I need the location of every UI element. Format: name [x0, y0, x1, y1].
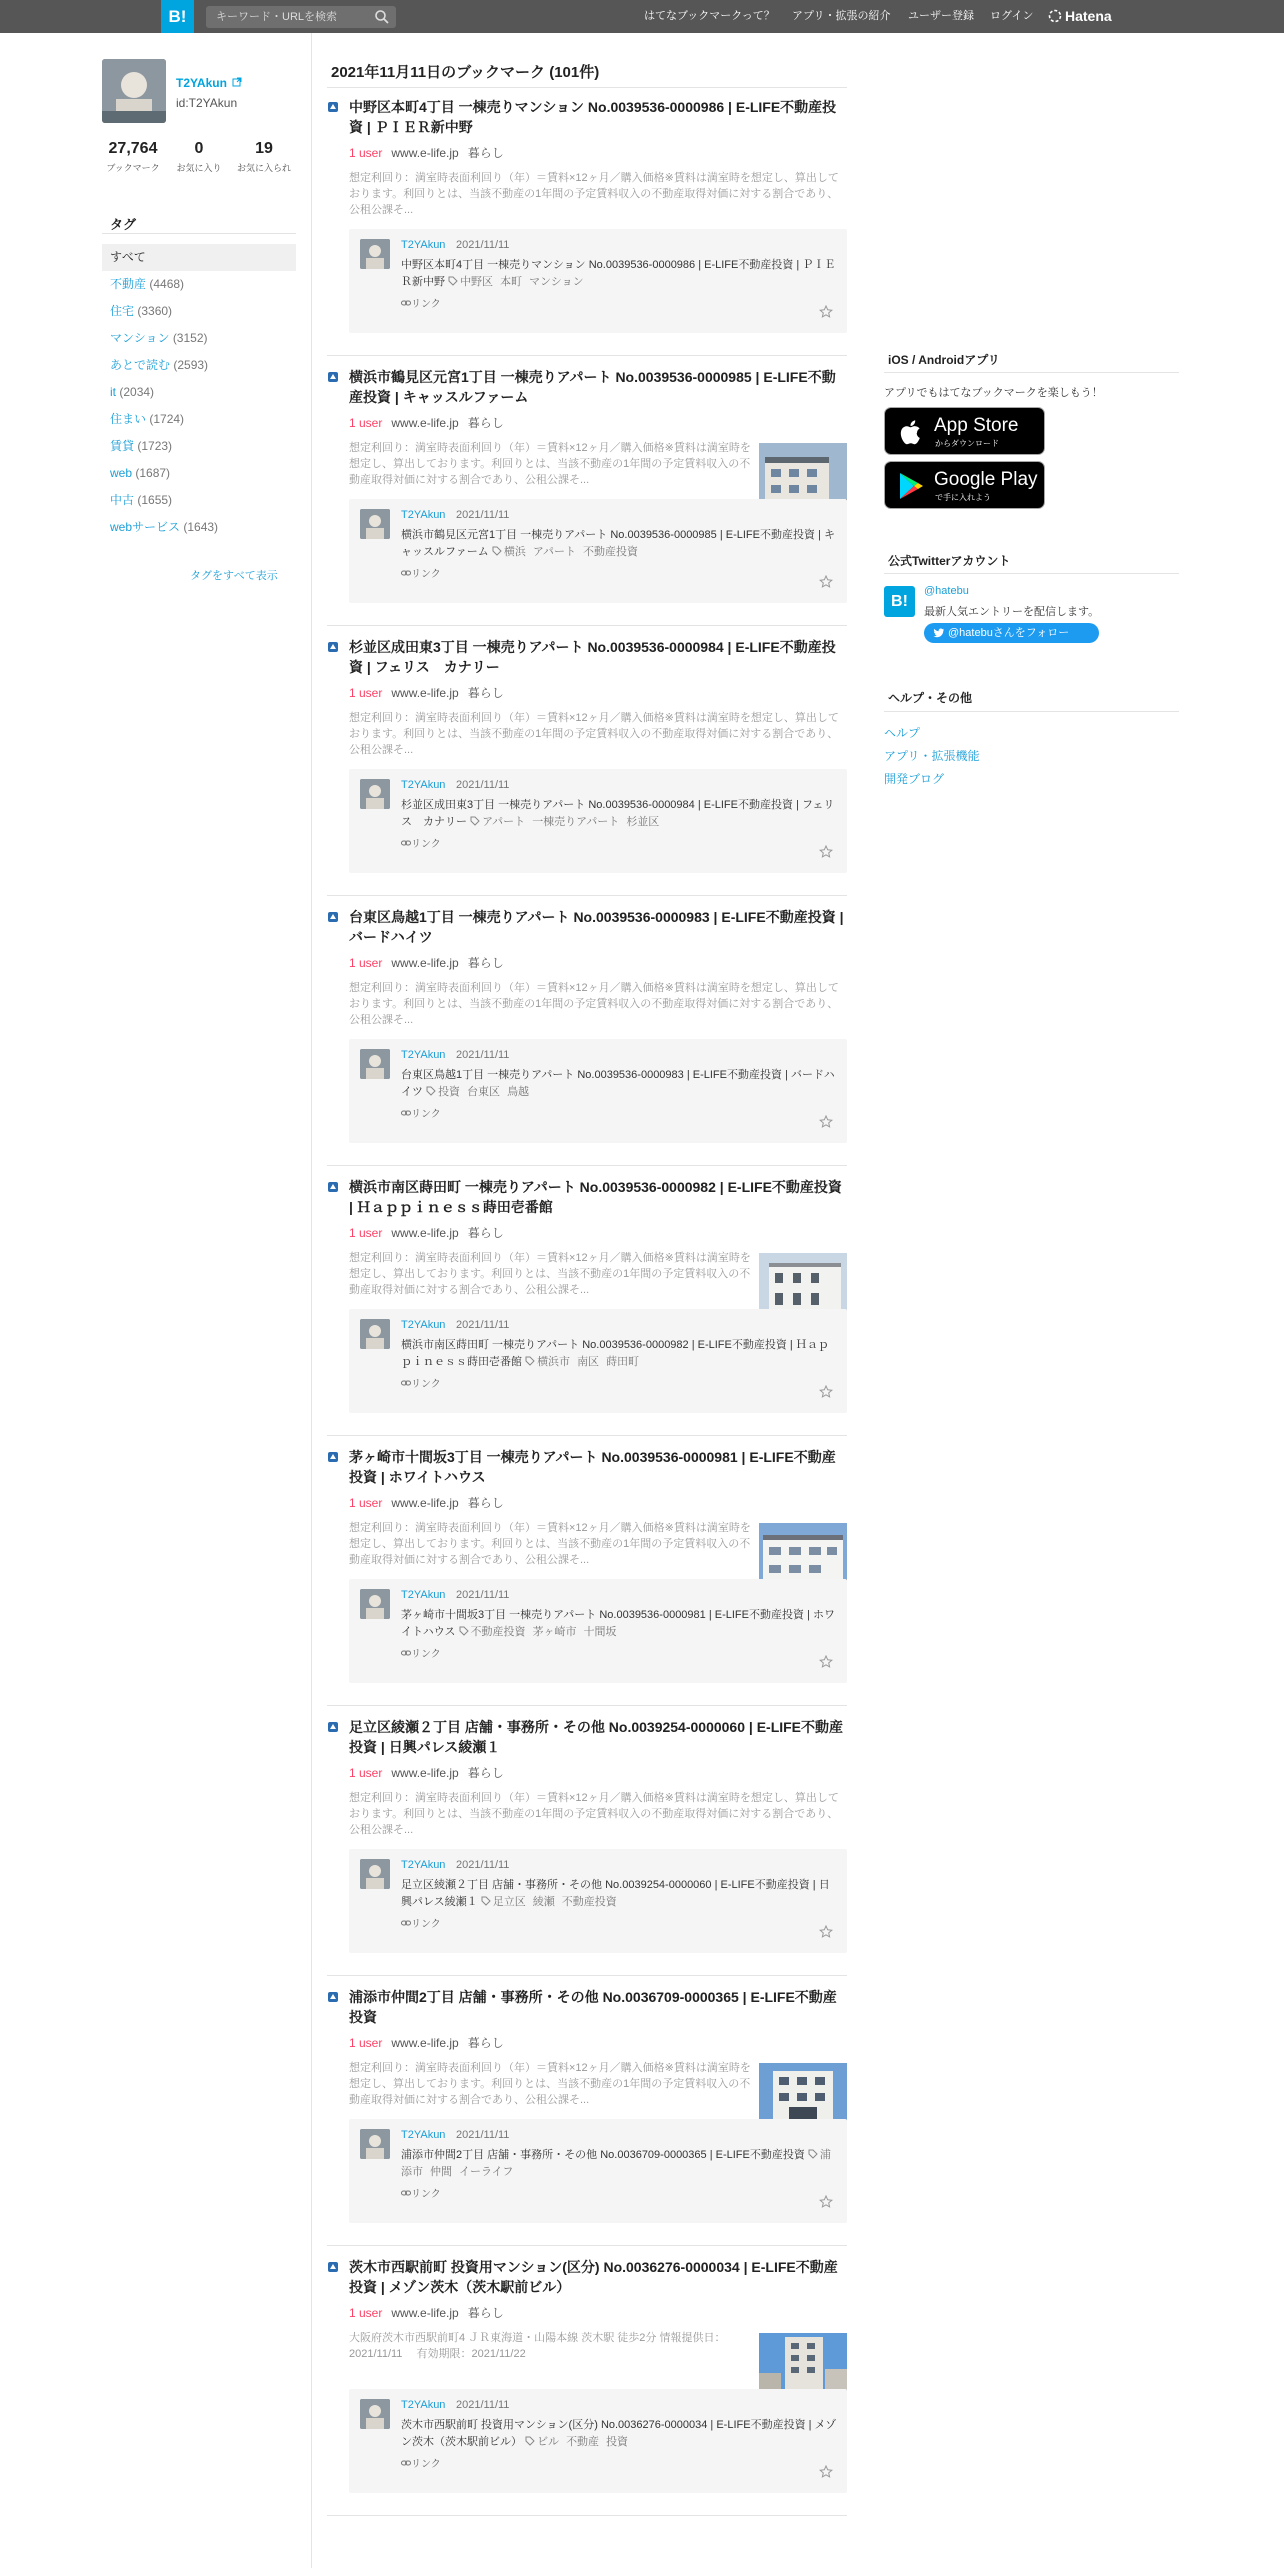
- tag-count: (1723): [137, 439, 173, 453]
- external-link-icon: [232, 77, 242, 87]
- entry: [327, 898, 847, 1166]
- bookmark-link[interactable]: [401, 1105, 441, 1120]
- entry: [327, 88, 847, 356]
- search-icon[interactable]: [374, 9, 390, 25]
- avatar[interactable]: [360, 239, 390, 269]
- entry: [327, 1168, 847, 1436]
- entry-category[interactable]: 暮らし: [467, 1226, 504, 1240]
- stat-label: ブックマーク: [106, 163, 160, 173]
- entry-title[interactable]: 台東区鳥越1丁目 一棟売りアパート No.0039536-0000983 | E-LIFE不動産投資 | バードハイツ: [349, 909, 844, 945]
- link-icon: [401, 1919, 411, 1927]
- tag-item[interactable]: [102, 271, 296, 298]
- tag-item-all[interactable]: [102, 244, 296, 271]
- entry-domain[interactable]: www.e-life.jp: [391, 956, 459, 970]
- bookmark-comment: [401, 1607, 839, 1641]
- entry-category[interactable]: 暮らし: [467, 686, 504, 700]
- bookmark-tags: [492, 546, 645, 558]
- bookmark-card: [349, 2119, 847, 2223]
- add-star-icon[interactable]: [819, 575, 833, 589]
- tag-count: (1655): [137, 493, 173, 507]
- bookmark-tag[interactable]: マンション: [529, 276, 584, 288]
- tag-count: (3360): [137, 304, 173, 318]
- app-section-title: iOS / Androidアプリ: [888, 353, 1000, 367]
- entry-title[interactable]: 茅ヶ崎市十間坂3丁目 一棟売りアパート No.0039536-0000981 | E-LIFE不動産投資 | ホワイトハウス: [349, 1449, 836, 1485]
- bookmark-tag[interactable]: ビル: [537, 2436, 560, 2448]
- bookmark-tag[interactable]: 投資: [438, 1086, 461, 1098]
- app-store-button[interactable]: [884, 407, 1045, 455]
- comment-text: 茅ヶ崎市十間坂3丁目 一棟売りアパート No.0039536-0000981 | E-LIFE不動産投資 | ホワイトハウス: [401, 1609, 835, 1638]
- comment-text: 杉並区成田東3丁目 一棟売りアパート No.0039536-0000984 | E-LIFE不動産投資 | フェリス カナリー: [401, 799, 835, 828]
- avatar-image: [102, 59, 166, 123]
- bookmark-card: [349, 1039, 847, 1143]
- favicon-icon: [327, 2261, 339, 2273]
- bookmark-tags: [525, 2436, 635, 2448]
- stat-label: お気に入り: [176, 163, 222, 173]
- link-icon: [401, 2189, 411, 2197]
- tag-item[interactable]: [102, 460, 296, 487]
- stat-number: 19: [255, 140, 273, 157]
- bookmark-comment: [401, 527, 839, 561]
- google-play-label: Google Play: [934, 469, 1038, 490]
- entry-meta: [349, 2034, 504, 2051]
- entry-title[interactable]: 浦添市仲間2丁目 店舗・事務所・その他 No.0036709-0000365 | E-LIFE不動産投資: [349, 1989, 837, 2025]
- bookmark-tag[interactable]: 足立区: [492, 1896, 526, 1908]
- add-star-icon[interactable]: [819, 1115, 833, 1129]
- dev-blog-link[interactable]: 開発ブログ: [884, 772, 945, 786]
- entry-category[interactable]: 暮らし: [467, 416, 504, 430]
- bookmark-link[interactable]: [401, 565, 441, 580]
- tag-item[interactable]: [102, 487, 296, 514]
- bookmark-card: [349, 769, 847, 873]
- tag-item[interactable]: [102, 325, 296, 352]
- entry-title[interactable]: 中野区本町4丁目 一棟売りマンション No.0039536-0000986 | E-LIFE不動産投資 | ＰＩＥＲ新中野: [349, 99, 837, 135]
- bookmark-tag[interactable]: アパート: [482, 816, 526, 828]
- entry: [327, 358, 847, 626]
- link-text: リンク: [411, 1109, 441, 1120]
- entry-description: 大阪府茨木市西駅前町4 ＪＲ東海道・山陽本線 茨木駅 徒歩2分 情報提供日：2021/11/11 有効期限：2021/11/22: [349, 2332, 726, 2360]
- entry-users[interactable]: 1 user: [349, 1496, 383, 1510]
- bookmark-tags: [426, 1086, 536, 1098]
- favicon-icon: [327, 1991, 339, 2003]
- entry-category[interactable]: 暮らし: [467, 146, 504, 160]
- avatar[interactable]: [360, 1859, 390, 1889]
- entry-description: 想定利回り：満室時表面利回り（年）＝賃料×12ヶ月／購入価格※賃料は満室時を想定し、算出しております。利回りとは、当該不動産の1年間の予定賃料収入の不動産取得対価に対する割合であり、公租公課そ...: [349, 1252, 751, 1296]
- tag-name: あとで読む: [110, 358, 171, 372]
- entry-users[interactable]: 1 user: [349, 2036, 383, 2050]
- favicon-icon: [327, 1721, 339, 1733]
- app-store-label: App Store: [934, 415, 1019, 436]
- bookmark-tag[interactable]: 南区: [577, 1356, 600, 1368]
- bookmark-tag[interactable]: 不動産投資: [582, 546, 638, 558]
- entry-description: 想定利回り：満室時表面利回り（年）＝賃料×12ヶ月／購入価格※賃料は満室時を想定し、算出しております。利回りとは、当該不動産の1年間の予定賃料収入の不動産取得対価に対する割合であり、公租公課そ...: [349, 172, 839, 216]
- link-text: リンク: [411, 839, 441, 850]
- link-text: リンク: [411, 2189, 441, 2200]
- bookmark-tag[interactable]: 杉並区: [626, 816, 660, 828]
- stat-followers[interactable]: [229, 140, 299, 174]
- bookmark-date[interactable]: 2021/11/11: [456, 1859, 510, 1871]
- bookmark-tag[interactable]: 本町: [500, 276, 523, 288]
- bookmark-date[interactable]: 2021/11/11: [456, 509, 510, 521]
- comment-text: 横浜市鶴見区元宮1丁目 一棟売りアパート No.0039536-0000985 | E-LIFE不動産投資 | キャッスルファーム: [401, 529, 835, 558]
- twitter-follow-button[interactable]: [924, 623, 1099, 643]
- tag-icon: [481, 1896, 491, 1906]
- tag-icon: [525, 1356, 535, 1366]
- bookmark-card: [349, 1849, 847, 1953]
- top-bar: [0, 0, 1284, 33]
- tag-list: [102, 244, 296, 541]
- entry-title[interactable]: 茨木市西駅前町 投資用マンション(区分) No.0036276-0000034 | E-LIFE不動産投資 | メゾン茨木（茨木駅前ビル）: [349, 2259, 838, 2295]
- tag-count: (4468): [149, 277, 185, 291]
- bookmark-tag[interactable]: 不動産投資: [561, 1896, 617, 1908]
- tag-item[interactable]: [102, 433, 296, 460]
- bookmark-tag[interactable]: イーライフ: [459, 2166, 514, 2178]
- stat-number: 27,764: [108, 140, 158, 157]
- bookmark-tag[interactable]: 台東区: [467, 1086, 501, 1098]
- avatar[interactable]: [360, 509, 390, 539]
- link-icon: [401, 1379, 411, 1387]
- entry-users[interactable]: 1 user: [349, 686, 383, 700]
- bookmark-link[interactable]: [401, 1645, 441, 1660]
- entry-users[interactable]: 1 user: [349, 1766, 383, 1780]
- tag-item[interactable]: [102, 514, 296, 541]
- entry-thumbnail[interactable]: [759, 1523, 847, 1585]
- tag-count: (1687): [135, 466, 171, 480]
- bookmark-tags: [470, 816, 666, 828]
- link-icon: [401, 569, 411, 577]
- bookmark-tag[interactable]: 綾瀬: [532, 1896, 555, 1908]
- tag-count: (1724): [149, 412, 185, 426]
- link-icon: [401, 839, 411, 847]
- favicon-icon: [327, 911, 339, 923]
- bookmark-date[interactable]: 2021/11/11: [456, 2399, 510, 2411]
- apps-extensions-link[interactable]: アプリ・拡張機能: [884, 749, 980, 763]
- tag-count: (2593): [173, 358, 209, 372]
- nav-about[interactable]: はてなブックマークって？: [644, 10, 775, 22]
- bookmark-tag[interactable]: 蒔田町: [606, 1356, 640, 1368]
- twitter-bird-icon: [933, 627, 945, 639]
- bookmark-tag[interactable]: 浦添市: [401, 2149, 831, 2178]
- bookmark-link[interactable]: [401, 1375, 441, 1390]
- avatar[interactable]: [360, 779, 390, 809]
- avatar[interactable]: [360, 2129, 390, 2159]
- entry-title[interactable]: 横浜市南区蒔田町 一棟売りアパート No.0039536-0000982 | E-LIFE不動産投資 | Ｈａｐｐｉｎｅｓｓ蒔田壱番館: [349, 1179, 842, 1215]
- bookmark-user[interactable]: T2YAkun: [401, 239, 446, 251]
- entry-meta: [349, 414, 504, 431]
- tag-name: 中古: [110, 493, 135, 507]
- entry-meta: [349, 2304, 504, 2321]
- nav-login[interactable]: ログイン: [990, 10, 1034, 22]
- add-star-icon[interactable]: [819, 2465, 833, 2479]
- entry-description: 想定利回り：満室時表面利回り（年）＝賃料×12ヶ月／購入価格※賃料は満室時を想定し、算出しております。利回りとは、当該不動産の1年間の予定賃料収入の不動産取得対価に対する割合であり、公租公課そ...: [349, 712, 839, 756]
- bookmark-comment: [401, 1337, 839, 1371]
- entry-domain[interactable]: www.e-life.jp: [391, 1766, 459, 1780]
- avatar[interactable]: [360, 1319, 390, 1349]
- stat-bookmarks[interactable]: [98, 140, 168, 174]
- entry-thumbnail[interactable]: [759, 2333, 847, 2395]
- entry-users[interactable]: 1 user: [349, 416, 383, 430]
- entry-meta: [349, 684, 504, 701]
- bookmark-link[interactable]: [401, 1915, 441, 1930]
- nav-apps[interactable]: アプリ・拡張の紹介: [792, 10, 891, 22]
- divider: [884, 573, 1179, 574]
- profile-name-text: T2YAkun: [176, 76, 227, 90]
- twitter-account-link[interactable]: @hatebu: [924, 585, 969, 597]
- tag-count: (1643): [183, 520, 219, 534]
- link-text: リンク: [411, 569, 441, 580]
- tag-name: 不動産: [110, 277, 147, 291]
- app-description: アプリでもはてなブックマークを楽しもう！: [884, 387, 1103, 399]
- hatebu-icon[interactable]: B!: [884, 586, 915, 617]
- divider: [884, 372, 1179, 373]
- entry-category[interactable]: 暮らし: [467, 956, 504, 970]
- bookmark-tags: [459, 1626, 624, 1638]
- tag-icon: [426, 1086, 436, 1096]
- tag-icon: [808, 2149, 818, 2159]
- add-star-icon[interactable]: [819, 2195, 833, 2209]
- bookmark-link[interactable]: [401, 835, 441, 850]
- link-icon: [401, 1649, 411, 1657]
- add-star-icon[interactable]: [819, 1925, 833, 1939]
- hatena-icon: [1048, 9, 1062, 23]
- entry: [327, 1708, 847, 1976]
- avatar[interactable]: [360, 1589, 390, 1619]
- tag-name: 住まい: [110, 412, 147, 426]
- google-play-icon: [897, 471, 925, 501]
- page-title: 2021年11月11日のブックマーク (101件): [331, 64, 600, 81]
- show-all-tags-link[interactable]: タグをすべて表示: [190, 570, 278, 582]
- entry-description: 想定利回り：満室時表面利回り（年）＝賃料×12ヶ月／購入価格※賃料は満室時を想定し、算出しております。利回りとは、当該不動産の1年間の予定賃料収入の不動産取得対価に対する割合であり、公租公課そ...: [349, 442, 751, 486]
- entry-users[interactable]: 1 user: [349, 2306, 383, 2320]
- tag-name: web: [110, 466, 133, 480]
- google-play-button[interactable]: [884, 461, 1045, 509]
- bookmark-tag[interactable]: 十間坂: [583, 1626, 617, 1638]
- hatena-bookmark-logo[interactable]: B!: [161, 0, 194, 33]
- bookmark-tags: [525, 1356, 646, 1368]
- bookmark-tag[interactable]: 中野区: [460, 276, 494, 288]
- bookmark-user[interactable]: T2YAkun: [401, 2129, 446, 2141]
- search-input[interactable]: [206, 6, 366, 28]
- google-play-sublabel: で手に入れよう: [935, 493, 991, 502]
- bookmark-comment: [401, 797, 839, 831]
- bookmark-tag[interactable]: アパート: [532, 546, 576, 558]
- bookmark-tag[interactable]: 投資: [606, 2436, 629, 2448]
- comment-text: 茨木市西駅前町 投資用マンション(区分) No.0036276-0000034 | E-LIFE不動産投資 | メゾン茨木（茨木駅前ビル）: [401, 2419, 837, 2448]
- bookmark-date[interactable]: 2021/11/11: [456, 2129, 510, 2141]
- entry-category[interactable]: 暮らし: [467, 2036, 504, 2050]
- tag-heading: タグ: [110, 217, 137, 232]
- link-icon: [401, 1109, 411, 1117]
- entry: [327, 2248, 847, 2516]
- tag-name: マンション: [110, 331, 170, 345]
- entry-domain[interactable]: www.e-life.jp: [391, 2036, 459, 2050]
- entry-thumbnail[interactable]: [759, 443, 847, 505]
- add-star-icon[interactable]: [819, 845, 833, 859]
- entry-title[interactable]: 杉並区成田東3丁目 一棟売りアパート No.0039536-0000984 | E-LIFE不動産投資 | フェリス カナリー: [349, 639, 836, 675]
- stat-number: 0: [194, 140, 204, 157]
- bookmark-tag[interactable]: 仲間: [430, 2166, 452, 2178]
- bookmark-card: [349, 1309, 847, 1413]
- entry-description: 想定利回り：満室時表面利回り（年）＝賃料×12ヶ月／購入価格※賃料は満室時を想定し、算出しております。利回りとは、当該不動産の1年間の予定賃料収入の不動産取得対価に対する割合であり、公租公課そ...: [349, 2062, 751, 2106]
- entry-thumbnail[interactable]: [759, 1253, 847, 1315]
- apple-icon: [897, 417, 925, 447]
- favicon-icon: [327, 1451, 339, 1463]
- bookmark-user[interactable]: T2YAkun: [401, 1589, 446, 1601]
- twitter-section-title: 公式Twitterアカウント: [888, 554, 1011, 568]
- entry: [327, 1978, 847, 2246]
- link-text: リンク: [411, 2459, 441, 2470]
- avatar[interactable]: [360, 1049, 390, 1079]
- entry-domain[interactable]: www.e-life.jp: [391, 416, 459, 430]
- tag-icon: [448, 276, 458, 286]
- bookmark-card: [349, 229, 847, 333]
- entry: [327, 628, 847, 896]
- tag-count: (2034): [119, 385, 155, 399]
- entry-meta: [349, 144, 504, 161]
- entry-title[interactable]: 足立区綾瀬２丁目 店舗・事務所・その他 No.0039254-0000060 | E-LIFE不動産投資 | 日興パレス綾瀬１: [349, 1719, 844, 1755]
- add-star-icon[interactable]: [819, 305, 833, 319]
- entry-users[interactable]: 1 user: [349, 1226, 383, 1240]
- bookmark-comment: [401, 1877, 839, 1911]
- help-link[interactable]: ヘルプ: [884, 726, 921, 740]
- bookmark-user[interactable]: T2YAkun: [401, 1859, 446, 1871]
- bookmark-user[interactable]: T2YAkun: [401, 509, 446, 521]
- entry-description: 想定利回り：満室時表面利回り（年）＝賃料×12ヶ月／購入価格※賃料は満室時を想定し、算出しております。利回りとは、当該不動産の1年間の予定賃料収入の不動産取得対価に対する割合であり、公租公課そ...: [349, 982, 839, 1026]
- tag-name: すべて: [110, 250, 146, 264]
- tag-name: 住宅: [110, 304, 135, 318]
- entry-category[interactable]: 暮らし: [467, 1766, 504, 1780]
- tag-item[interactable]: [102, 406, 296, 433]
- entry-meta: [349, 954, 504, 971]
- bookmark-user[interactable]: T2YAkun: [401, 1049, 446, 1061]
- bookmark-tag[interactable]: 茅ヶ崎市: [532, 1626, 577, 1638]
- bookmark-date[interactable]: 2021/11/11: [456, 1049, 510, 1061]
- link-icon: [401, 2459, 411, 2467]
- link-text: リンク: [411, 299, 441, 310]
- nav-register[interactable]: ユーザー登録: [908, 10, 974, 22]
- bookmark-comment: [401, 1067, 839, 1101]
- bookmark-link[interactable]: [401, 2185, 441, 2200]
- avatar[interactable]: [360, 2399, 390, 2429]
- bookmark-card: [349, 2389, 847, 2493]
- bookmark-comment: [401, 2417, 839, 2451]
- tag-icon: [525, 2436, 535, 2446]
- stat-label: お気に入られ: [236, 163, 291, 173]
- bookmark-tag[interactable]: 鳥越: [507, 1086, 530, 1098]
- bookmark-link[interactable]: [401, 295, 441, 310]
- tag-item[interactable]: [102, 379, 296, 406]
- add-star-icon[interactable]: [819, 1385, 833, 1399]
- profile-avatar[interactable]: [102, 59, 166, 123]
- tag-count: (3152): [172, 331, 208, 345]
- bookmark-user[interactable]: T2YAkun: [401, 2399, 446, 2411]
- bookmark-date[interactable]: 2021/11/11: [456, 1319, 510, 1331]
- tag-name: webサービス: [110, 520, 181, 534]
- bookmark-comment: [401, 257, 839, 291]
- comment-text: 中野区本町4丁目 一棟売りマンション No.0039536-0000986 | E-LIFE不動産投資 | ＰＩＥＲ新中野: [401, 259, 836, 288]
- favicon-icon: [327, 1181, 339, 1193]
- entry-domain[interactable]: www.e-life.jp: [391, 1226, 459, 1240]
- bookmark-tag[interactable]: 不動産: [566, 2436, 600, 2448]
- bookmark-tag[interactable]: 不動産投資: [470, 1626, 526, 1638]
- comment-text: 台東区鳥越1丁目 一棟売りアパート No.0039536-0000983 | E-LIFE不動産投資 | バードハイツ: [401, 1069, 835, 1098]
- entry-users[interactable]: 1 user: [349, 146, 383, 160]
- bookmark-date[interactable]: 2021/11/11: [456, 779, 510, 791]
- entry-thumbnail[interactable]: [759, 2063, 847, 2125]
- brand-label: Hatena: [1065, 8, 1112, 24]
- divider: [884, 711, 1179, 712]
- bookmark-tag[interactable]: 横浜市: [537, 1356, 571, 1368]
- entry-category[interactable]: 暮らし: [467, 2306, 504, 2320]
- entry-description: 想定利回り：満室時表面利回り（年）＝賃料×12ヶ月／購入価格※賃料は満室時を想定し、算出しております。利回りとは、当該不動産の1年間の予定賃料収入の不動産取得対価に対する割合であり、公租公課そ...: [349, 1522, 751, 1566]
- entry-title[interactable]: 横浜市鶴見区元宮1丁目 一棟売りアパート No.0039536-0000985 | E-LIFE不動産投資 | キャッスルファーム: [349, 369, 836, 405]
- tag-item[interactable]: [102, 298, 296, 325]
- tag-name: it: [110, 385, 116, 399]
- tag-item[interactable]: [102, 352, 296, 379]
- link-text: リンク: [411, 1649, 441, 1660]
- tag-icon: [492, 546, 502, 556]
- bookmark-comment: [401, 2147, 839, 2181]
- bookmark-link[interactable]: [401, 2455, 441, 2470]
- profile-id: id:T2YAkun: [176, 96, 238, 110]
- bookmark-tag[interactable]: 横浜: [503, 546, 526, 558]
- tag-icon: [470, 816, 480, 826]
- add-star-icon[interactable]: [819, 1655, 833, 1669]
- favicon-icon: [327, 371, 339, 383]
- stat-favorites[interactable]: [164, 140, 234, 174]
- bookmark-card: [349, 1579, 847, 1683]
- entry-domain[interactable]: www.e-life.jp: [391, 1496, 459, 1510]
- link-icon: [401, 299, 411, 307]
- profile-name[interactable]: [176, 76, 242, 90]
- entry-meta: [349, 1494, 504, 1511]
- comment-text: 横浜市南区蒔田町 一棟売りアパート No.0039536-0000982 | E-LIFE不動産投資 | Ｈａｐｐｉｎｅｓｓ蒔田壱番館: [401, 1339, 829, 1368]
- favicon-icon: [327, 101, 339, 113]
- entry-domain[interactable]: www.e-life.jp: [391, 146, 459, 160]
- divider: [102, 233, 296, 234]
- bookmark-user[interactable]: T2YAkun: [401, 779, 446, 791]
- tag-icon: [459, 1626, 469, 1636]
- bookmark-user[interactable]: T2YAkun: [401, 1319, 446, 1331]
- bookmark-card: [349, 499, 847, 603]
- bookmark-tag[interactable]: 一棟売りアパート: [532, 816, 620, 828]
- app-store-sublabel: からダウンロード: [935, 439, 999, 448]
- search-box: [206, 6, 396, 28]
- entry-meta: [349, 1224, 504, 1241]
- tag-name: 賃貸: [110, 439, 135, 453]
- favicon-icon: [327, 641, 339, 653]
- entry: [327, 1438, 847, 1706]
- link-text: リンク: [411, 1919, 441, 1930]
- comment-text: 足立区綾瀬２丁目 店舗・事務所・その他 No.0039254-0000060 | E-LIFE不動産投資 | 日興パレス綾瀬１: [401, 1879, 830, 1908]
- entry-description: 想定利回り：満室時表面利回り（年）＝賃料×12ヶ月／購入価格※賃料は満室時を想定し、算出しております。利回りとは、当該不動産の1年間の予定賃料収入の不動産取得対価に対する割合であり、公租公課そ...: [349, 1792, 839, 1836]
- bookmark-date[interactable]: 2021/11/11: [456, 1589, 510, 1601]
- bookmark-tags: [448, 276, 591, 288]
- link-text: リンク: [411, 1379, 441, 1390]
- bookmark-tags: [481, 1896, 624, 1908]
- entry-category[interactable]: 暮らし: [467, 1496, 504, 1510]
- entry-meta: [349, 1764, 504, 1781]
- entry-domain[interactable]: www.e-life.jp: [391, 2306, 459, 2320]
- twitter-description: 最新人気エントリーを配信します。: [924, 606, 1100, 618]
- comment-text: 浦添市仲間2丁目 店舗・事務所・その他 No.0036709-0000365 | E-LIFE不動産投資: [401, 2149, 805, 2161]
- entry-domain[interactable]: www.e-life.jp: [391, 686, 459, 700]
- hatena-brand[interactable]: [1048, 0, 1112, 33]
- help-section-title: ヘルプ・その他: [888, 691, 973, 705]
- bookmark-date[interactable]: 2021/11/11: [456, 239, 510, 251]
- entry-users[interactable]: 1 user: [349, 956, 383, 970]
- follow-label: @hatebuさんをフォロー: [948, 627, 1070, 639]
